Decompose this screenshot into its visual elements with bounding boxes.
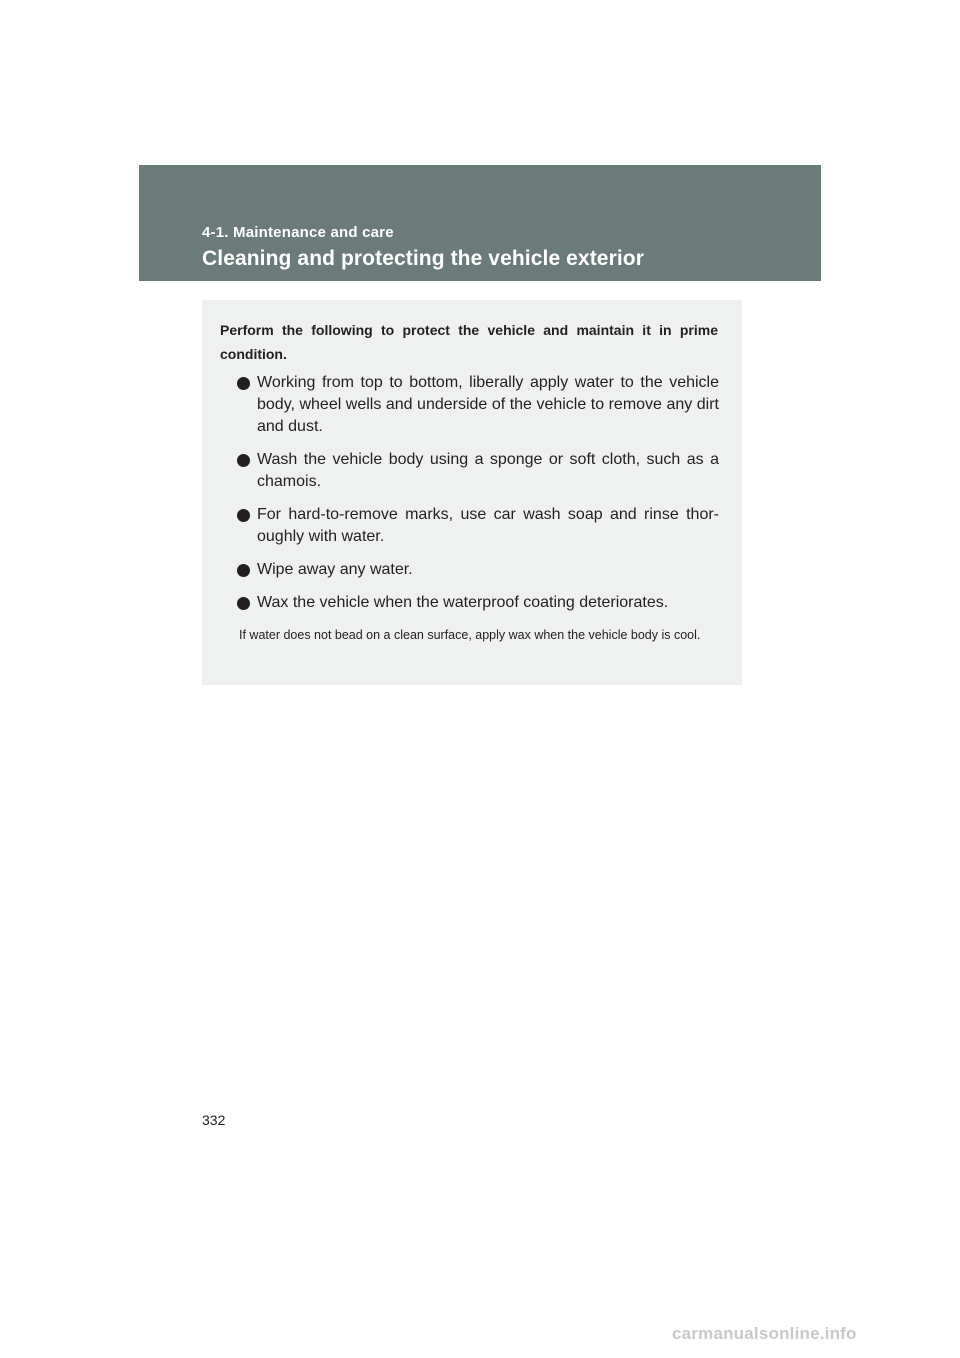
list-item-text: Wipe away any water. <box>257 561 413 578</box>
list-item <box>237 592 719 614</box>
bullet-icon <box>237 597 250 610</box>
bullet-icon <box>237 377 250 390</box>
header-band <box>139 165 821 281</box>
bullet-icon <box>237 564 250 577</box>
list-item <box>237 372 719 438</box>
page-number: 332 <box>202 1112 226 1128</box>
watermark: carmanualsonline.info <box>672 1324 857 1343</box>
list-item-text: For hard-to-remove marks, use car wash soap and rinse thor-oughly with water. <box>257 506 719 545</box>
list-item-text: Working from top to bottom, liberally apply water to the vehicle body, wheel wells and underside of the vehicle to remove any dirt and dust. <box>257 374 719 435</box>
bullet-icon <box>237 454 250 467</box>
note-text: If water does not bead on a clean surface, apply wax when the vehicle body is cool. <box>239 628 701 642</box>
intro-text: Perform the following to protect the vehicle and maintain it in prime condition. <box>220 322 718 362</box>
section-label: 4-1. Maintenance and care <box>202 224 394 241</box>
list-item <box>237 504 719 548</box>
content-box <box>202 300 742 685</box>
bullet-list <box>237 372 719 625</box>
list-item <box>237 449 719 493</box>
list-item <box>237 559 719 581</box>
list-item-text: Wax the vehicle when the waterproof coating deteriorates. <box>257 594 669 611</box>
page-title: Cleaning and protecting the vehicle exterior <box>202 247 644 270</box>
bullet-icon <box>237 509 250 522</box>
list-item-text: Wash the vehicle body using a sponge or soft cloth, such as a chamois. <box>257 451 719 490</box>
